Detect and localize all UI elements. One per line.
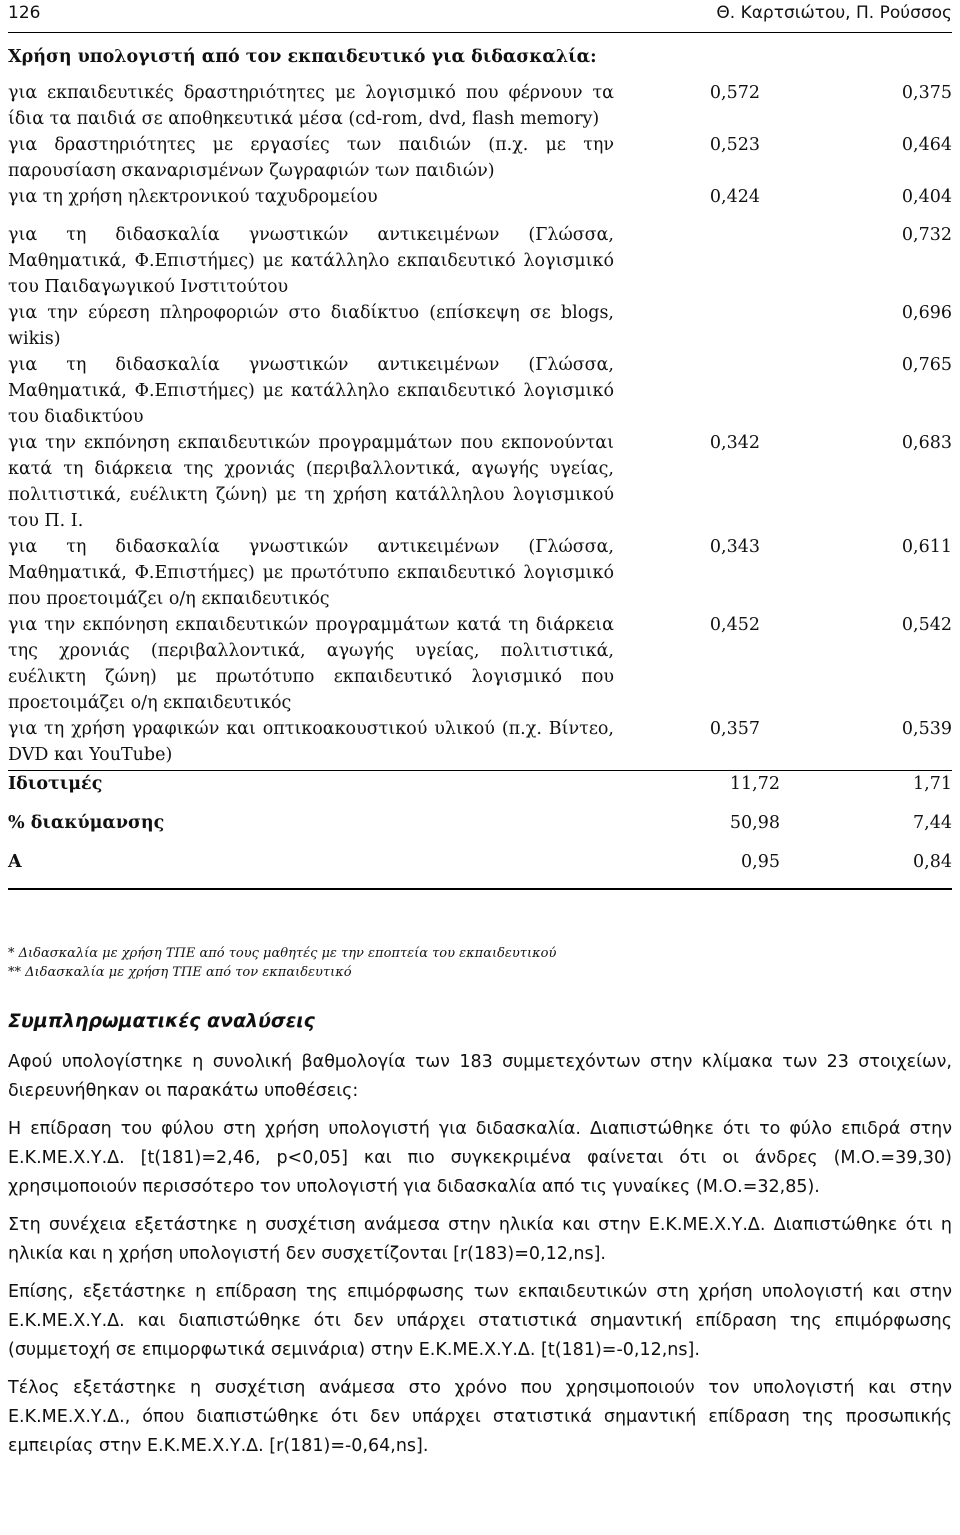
factor1-value: 0,95 [741, 852, 780, 872]
table-row [8, 300, 952, 352]
factor2-value: 0,464 [901, 135, 952, 155]
factor2-value: 0,765 [901, 355, 952, 375]
table-row [8, 430, 952, 534]
table-row [8, 222, 952, 300]
paragraph: Τέλος εξετάστηκε η συσχέτιση ανάμεσα στο χρόνο που χρησιμοποιούν τον υπολογιστή και στην Ε.Κ.ΜΕ.Χ.Υ.Δ., όπου διαπιστώθηκε ότι δεν υπάρχει στατιστικά σημαντική επίδραση της προσωπικής εμπειρίας στην Ε.Κ.ΜΕ.Χ.Υ.Δ. [r(181)=-0,64,ns]. [8, 1378, 952, 1456]
paragraph: Επίσης, εξετάστηκε η επίδραση της επιμόρφωσης των εκπαιδευτικών στη χρήση υπολογιστή και στην Ε.Κ.ΜΕ.Χ.Υ.Δ. και διαπιστώθηκε ότι δεν υπάρχει στατιστικά σημαντική επίδραση της επιμόρφωσης (συμμετοχή σε επιμορφωτικά σεμινάρια) στην Ε.Κ.ΜΕ.Χ.Υ.Δ. [t(181)=-0,12,ns]. [8, 1282, 952, 1360]
factor2-value: 0,404 [901, 187, 952, 207]
row-label: για δραστηριότητες με εργασίες των παιδιών (π.χ. με την παρουσίαση σκαναρισμένων ζωγραφιών των παιδιών) [8, 135, 614, 181]
factor2-value: 0,732 [901, 225, 952, 245]
table-row [8, 534, 952, 612]
table-row [8, 132, 952, 184]
factor1-value: 0,523 [709, 135, 760, 155]
factor1-value: 0,452 [709, 615, 760, 635]
row-label: για την εύρεση πληροφοριών στο διαδίκτυο (επίσκεψη σε blogs, wikis) [8, 303, 614, 349]
stat-label: % διακύμανσης [8, 813, 165, 833]
table-row [8, 184, 952, 210]
factor1-value: 0,357 [709, 719, 760, 739]
stat-label: Ιδιοτιμές [8, 774, 103, 794]
page-number: 126 [8, 3, 41, 23]
row-label: για τη διδασκαλία γνωστικών αντικειμένων (Γλώσσα, Μαθηματικά, Φ.Επιστήμες) με κατάλληλο εκπαιδευτικό λογισμικό του Παιδαγωγικού Ινστιτούτου [8, 225, 614, 297]
section-body [8, 1048, 952, 1470]
table-note: * Διδασκαλία με χρήση ΤΠΕ από τους μαθητές με την εποπτεία του εκπαιδευτικού [8, 946, 557, 961]
factor2-value: 0,84 [913, 852, 952, 872]
table-bottom-rule [8, 888, 952, 890]
table-row [8, 716, 952, 768]
row-label: για τη διδασκαλία γνωστικών αντικειμένων (Γλώσσα, Μαθηματικά, Φ.Επιστήμες) με πρωτότυπο εκπαιδευτικό λογισμικό που προετοιμάζει ο/η εκπαιδευτικός [8, 537, 614, 609]
running-header [8, 0, 952, 33]
stat-row-variance [8, 810, 952, 849]
paragraph: Η επίδραση του φύλου στη χρήση υπολογιστή για διδασκαλία. Διαπιστώθηκε ότι το φύλο επιδρά στην Ε.Κ.ΜΕ.Χ.Υ.Δ. [t(181)=2,46, p<0,05] και πιο συγκεκριμένα φαίνεται ότι οι άνδρες (Μ.Ο.=39,30) χρησιμοποιούν περισσότερο τον υπολογιστή για διδασκαλία από τις γυναίκες (Μ.Ο.=32,85). [8, 1119, 952, 1197]
paragraph: Στη συνέχεια εξετάστηκε η συσχέτιση ανάμεσα στην ηλικία και στην Ε.Κ.ΜΕ.Χ.Υ.Δ. Διαπιστώθηκε ότι η ηλικία και η χρήση υπολογιστή δεν συσχετίζονται [r(183)=0,12,ns]. [8, 1215, 952, 1264]
table-row [8, 612, 952, 716]
factor1-value: 0,572 [709, 83, 760, 103]
factor2-value: 0,539 [901, 719, 952, 739]
factor2-value: 0,375 [901, 83, 952, 103]
factor1-value: 0,342 [709, 433, 760, 453]
paragraph: Αφού υπολογίστηκε η συνολική βαθμολογία των 183 συμμετεχόντων στην κλίμακα των 23 στοιχείων, διερευνήθηκαν οι παρακάτω υποθέσεις: [8, 1052, 952, 1101]
factor2-value: 0,542 [901, 615, 952, 635]
factor2-value: 0,683 [901, 433, 952, 453]
table-note: ** Διδασκαλία με χρήση ΤΠΕ από τον εκπαιδευτικό [8, 965, 352, 980]
factor2-value: 0,696 [901, 303, 952, 323]
stat-label: A [8, 852, 22, 872]
factor2-value: 7,44 [913, 813, 952, 833]
factor1-value: 50,98 [729, 813, 780, 833]
row-label: για τη διδασκαλία γνωστικών αντικειμένων (Γλώσσα, Μαθηματικά, Φ.Επιστήμες) με κατάλληλο εκπαιδευτικό λογισμικό του διαδικτύου [8, 355, 614, 427]
factor-loadings-table [8, 44, 952, 890]
factor1-value: 0,424 [709, 187, 760, 207]
row-label: για την εκπόνηση εκπαιδευτικών προγραμμάτων κατά τη διάρκεια της χρονιάς (περιβαλλοντικά, αγωγής υγείας, πολιτιστικά, ευέλικτη ζώνη) με πρωτότυπο εκπαιδευτικό λογισμικό που προετοιμάζει ο/η εκπαιδευτικός [8, 615, 614, 713]
table-row [8, 352, 952, 430]
factor2-value: 0,611 [901, 537, 952, 557]
table-section-title: Χρήση υπολογιστή από τον εκπαιδευτικό για διδασκαλία: [8, 47, 597, 67]
table-stats [8, 770, 952, 888]
row-label: για τη χρήση ηλεκτρονικού ταχυδρομείου [8, 187, 378, 207]
stat-row-alpha [8, 849, 952, 888]
table-row [8, 80, 952, 132]
section-heading: Συμπληρωματικές αναλύσεις [8, 1010, 315, 1032]
factor1-value: 11,72 [729, 774, 780, 794]
factor2-value: 1,71 [913, 774, 952, 794]
row-label: για τη χρήση γραφικών και οπτικοακουστικού υλικού (π.χ. Βίντεο, DVD και YouTube) [8, 719, 614, 765]
factor1-value: 0,343 [709, 537, 760, 557]
stat-row-eigenvalues [8, 771, 952, 810]
authors: Θ. Καρτσιώτου, Π. Ρούσσος [716, 3, 952, 23]
table-notes [8, 944, 952, 982]
row-label: για εκπαιδευτικές δραστηριότητες με λογισμικό που φέρνουν τα ίδια τα παιδιά σε αποθηκευτικά μέσα (cd-rom, dvd, flash memory) [8, 83, 614, 129]
row-label: για την εκπόνηση εκπαιδευτικών προγραμμάτων που εκπονούνται κατά τη διάρκεια της χρονιάς (περιβαλλοντικά, αγωγής υγείας, πολιτιστικά, ευέλικτη ζώνη) με τη χρήση κατάλληλου λογισμικού του Π. Ι. [8, 433, 614, 531]
